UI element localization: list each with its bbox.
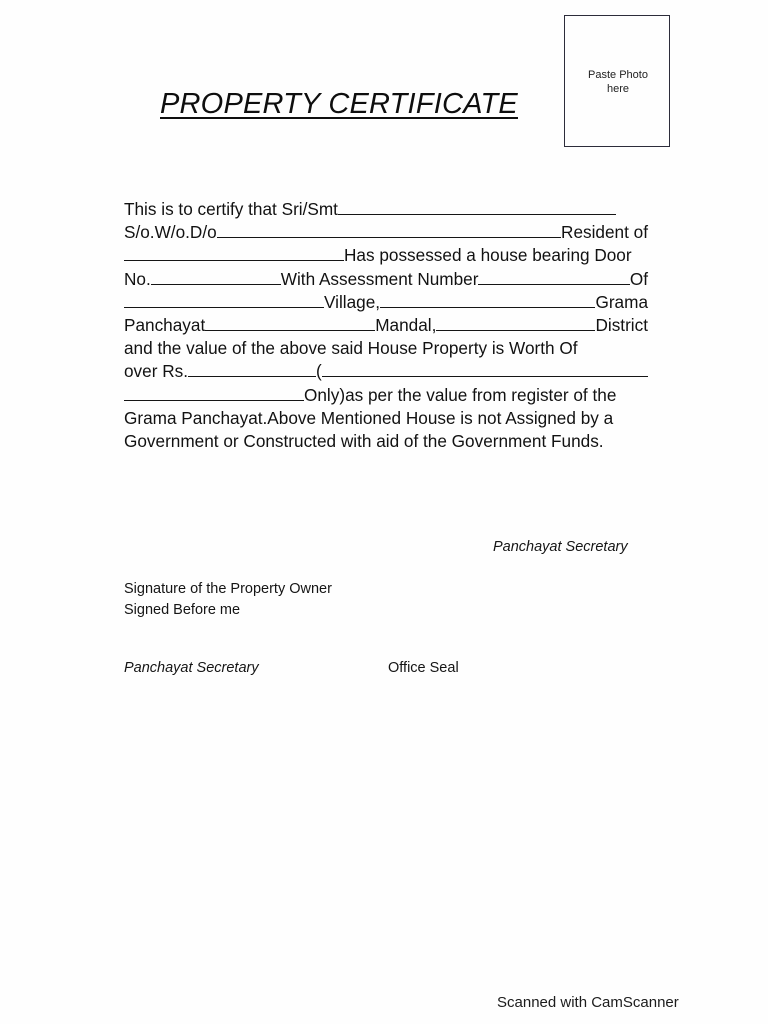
panchayat-secretary-signature-right: Panchayat Secretary xyxy=(493,539,628,555)
photo-placeholder-box xyxy=(564,15,670,147)
mandal-label: Mandal, xyxy=(375,314,437,335)
residence-blank xyxy=(124,245,344,261)
certificate-line-5 xyxy=(124,291,648,314)
door-no-label: No. xyxy=(124,268,151,289)
office-seal-label: Office Seal xyxy=(388,660,459,676)
panchayat-blank xyxy=(205,315,375,331)
signed-before-label: Signed Before me xyxy=(124,602,241,618)
certificate-line-9 xyxy=(124,384,648,407)
certificate-line-3 xyxy=(124,244,648,267)
relation-label: S/o.W/o.D/o xyxy=(124,222,217,243)
certificate-line-6 xyxy=(124,314,648,337)
resident-of-text: Resident of xyxy=(561,222,648,243)
assessment-number-label: With Assessment Number xyxy=(280,268,479,289)
certify-text: This is to certify that Sri/Smt xyxy=(124,199,338,219)
village-blank xyxy=(124,292,324,308)
government-funds-text: Government or Constructed with aid of the Government Funds. xyxy=(124,430,604,451)
name-blank xyxy=(338,199,616,215)
certificate-line-1 xyxy=(124,198,648,221)
property-value-text: and the value of the above said House Property is Worth Of xyxy=(124,338,578,359)
village-label: Village, xyxy=(324,291,381,312)
assessment-number-blank xyxy=(478,269,629,285)
open-paren: ( xyxy=(316,361,322,382)
photo-placeholder-label: Paste Photo here xyxy=(588,69,648,95)
grama-label: Grama xyxy=(595,291,648,312)
certificate-line-11 xyxy=(124,430,648,453)
grama-blank xyxy=(380,292,595,308)
scanner-watermark: Scanned with CamScanner xyxy=(497,994,679,1011)
certificate-body xyxy=(124,198,648,453)
document-title: PROPERTY CERTIFICATE xyxy=(160,88,518,120)
not-assigned-text: Grama Panchayat.Above Mentioned House is not Assigned by a xyxy=(124,407,614,428)
door-number-blank xyxy=(151,269,281,285)
owner-signature-label: Signature of the Property Owner xyxy=(124,581,332,597)
mandal-blank xyxy=(436,315,595,331)
relation-name-blank xyxy=(217,222,561,238)
certificate-line-7 xyxy=(124,337,648,360)
owner-signature-block xyxy=(124,579,332,621)
possessed-house-text: Has possessed a house bearing Door xyxy=(344,245,632,266)
certificate-line-8 xyxy=(124,360,648,383)
register-value-text: Only)as per the value from register of the xyxy=(304,384,617,405)
certificate-line-10 xyxy=(124,407,648,430)
amount-words-blank xyxy=(322,361,648,377)
district-label: District xyxy=(595,314,648,335)
panchayat-secretary-signature-left: Panchayat Secretary xyxy=(124,660,259,676)
panchayat-label: Panchayat xyxy=(124,314,206,335)
certificate-line-2 xyxy=(124,221,648,244)
amount-words-continued-blank xyxy=(124,385,304,401)
certificate-line-4 xyxy=(124,268,648,291)
of-text: Of xyxy=(629,268,648,289)
amount-figures-blank xyxy=(188,361,316,377)
rupees-label: over Rs. xyxy=(124,361,188,382)
